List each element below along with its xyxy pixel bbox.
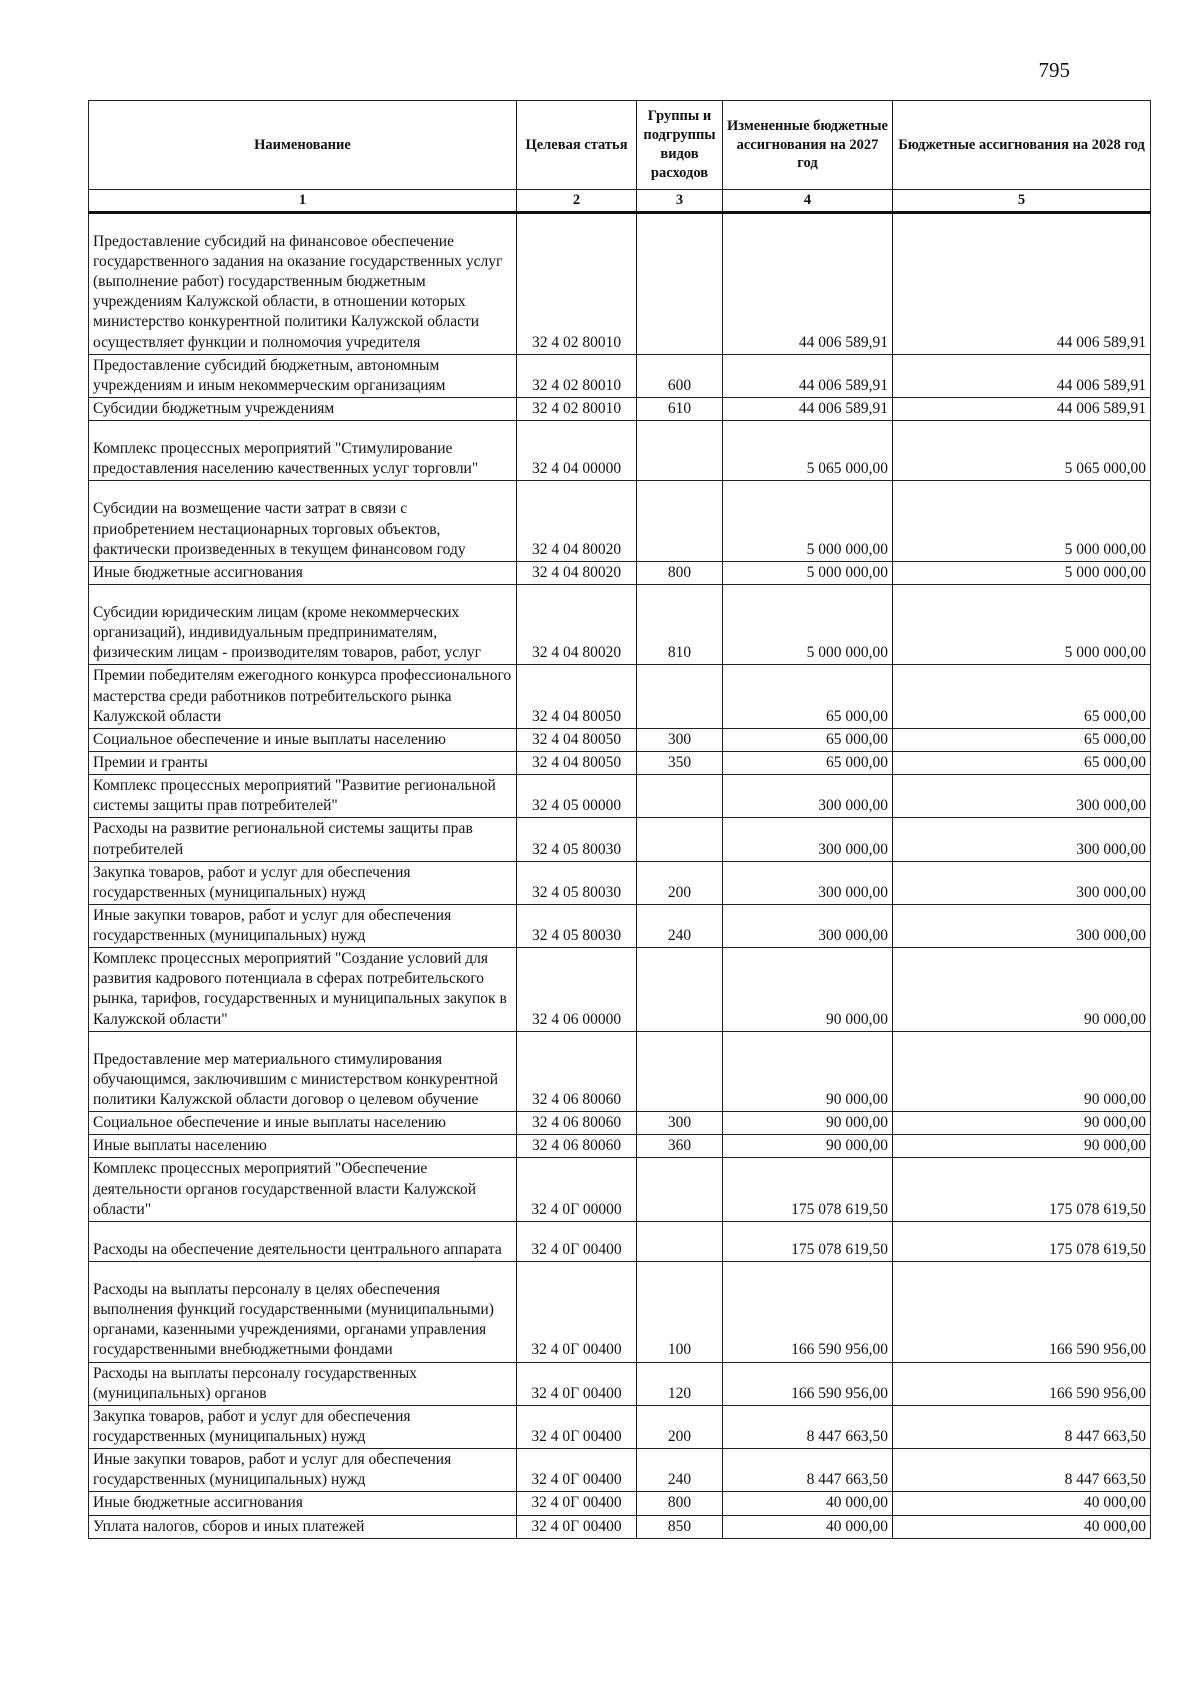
row-expense-group xyxy=(637,212,723,354)
row-target-article: 32 4 0Г 00400 xyxy=(517,1262,637,1363)
row-name: Закупка товаров, работ и услуг для обеспечения государственных (муниципальных) нужд xyxy=(89,1405,517,1448)
row-expense-group: 350 xyxy=(637,751,723,774)
row-amount-2027: 90 000,00 xyxy=(723,1135,893,1158)
row-amount-2028: 8 447 663,50 xyxy=(893,1405,1151,1448)
table-row xyxy=(89,561,1151,584)
budget-table xyxy=(88,100,1151,1539)
row-expense-group: 200 xyxy=(637,1405,723,1448)
table-row xyxy=(89,1515,1151,1538)
row-amount-2027: 90 000,00 xyxy=(723,1031,893,1111)
row-amount-2027: 175 078 619,50 xyxy=(723,1158,893,1221)
page-number: 795 xyxy=(1038,58,1070,82)
row-amount-2027: 44 006 589,91 xyxy=(723,397,893,420)
row-amount-2027: 175 078 619,50 xyxy=(723,1221,893,1261)
table-row xyxy=(89,481,1151,561)
row-amount-2027: 44 006 589,91 xyxy=(723,354,893,397)
row-expense-group xyxy=(637,481,723,561)
row-name: Иные закупки товаров, работ и услуг для обеспечения государственных (муниципальных) нужд xyxy=(89,904,517,947)
row-expense-group: 100 xyxy=(637,1262,723,1363)
row-expense-group: 240 xyxy=(637,904,723,947)
table-row xyxy=(89,728,1151,751)
row-amount-2027: 8 447 663,50 xyxy=(723,1449,893,1492)
row-name: Предоставление субсидий на финансовое обеспечение государственного задания на оказание государственных услуг (выполнение работ) государственным бюджетным учреждениям Калужской области, в отношении которых министерство конкурентной политики Калужской области осуществляет функции и полномочия учредителя xyxy=(89,212,517,354)
row-target-article: 32 4 04 80020 xyxy=(517,561,637,584)
row-amount-2028: 166 590 956,00 xyxy=(893,1262,1151,1363)
row-target-article: 32 4 06 80060 xyxy=(517,1031,637,1111)
row-amount-2028: 90 000,00 xyxy=(893,948,1151,1032)
table-row xyxy=(89,1158,1151,1221)
row-name: Премии победителям ежегодного конкурса профессионального мастерства среди работников потребительского рынка Калужской области xyxy=(89,665,517,728)
row-target-article: 32 4 05 00000 xyxy=(517,775,637,818)
row-amount-2028: 44 006 589,91 xyxy=(893,397,1151,420)
row-name: Комплекс процессных мероприятий "Создание условий для развития кадрового потенциала в сферах потребительского рынка, тарифов, государственных и муниципальных закупок в Калужской области" xyxy=(89,948,517,1032)
column-number: 5 xyxy=(893,190,1151,213)
row-name: Социальное обеспечение и иные выплаты населению xyxy=(89,728,517,751)
row-amount-2028: 5 000 000,00 xyxy=(893,584,1151,664)
row-target-article: 32 4 05 80030 xyxy=(517,861,637,904)
row-name: Иные закупки товаров, работ и услуг для обеспечения государственных (муниципальных) нужд xyxy=(89,1449,517,1492)
row-amount-2028: 175 078 619,50 xyxy=(893,1158,1151,1221)
column-number: 3 xyxy=(637,190,723,213)
row-target-article: 32 4 06 00000 xyxy=(517,948,637,1032)
row-target-article: 32 4 0Г 00400 xyxy=(517,1405,637,1448)
table-row xyxy=(89,775,1151,818)
column-number: 2 xyxy=(517,190,637,213)
row-target-article: 32 4 0Г 00400 xyxy=(517,1449,637,1492)
row-amount-2028: 5 000 000,00 xyxy=(893,561,1151,584)
row-target-article: 32 4 02 80010 xyxy=(517,397,637,420)
table-row xyxy=(89,818,1151,861)
row-expense-group: 850 xyxy=(637,1515,723,1538)
row-amount-2027: 8 447 663,50 xyxy=(723,1405,893,1448)
row-name: Расходы на обеспечение деятельности центрального аппарата xyxy=(89,1221,517,1261)
row-name: Субсидии бюджетным учреждениям xyxy=(89,397,517,420)
table-row xyxy=(89,861,1151,904)
row-name: Предоставление мер материального стимулирования обучающимся, заключившим с министерством конкурентной политики Калужской области договор о целевом обучение xyxy=(89,1031,517,1111)
row-amount-2028: 65 000,00 xyxy=(893,751,1151,774)
table-row xyxy=(89,1221,1151,1261)
row-target-article: 32 4 0Г 00400 xyxy=(517,1362,637,1405)
row-expense-group: 800 xyxy=(637,561,723,584)
row-amount-2028: 44 006 589,91 xyxy=(893,212,1151,354)
row-target-article: 32 4 05 80030 xyxy=(517,818,637,861)
row-expense-group xyxy=(637,1031,723,1111)
row-expense-group: 300 xyxy=(637,728,723,751)
table-row xyxy=(89,1112,1151,1135)
row-amount-2028: 65 000,00 xyxy=(893,665,1151,728)
row-amount-2028: 40 000,00 xyxy=(893,1515,1151,1538)
row-target-article: 32 4 0Г 00400 xyxy=(517,1221,637,1261)
header-changed-allocations-2027: Измененные бюджетные ассигнования на 2027 год xyxy=(723,101,893,190)
row-amount-2028: 300 000,00 xyxy=(893,775,1151,818)
row-expense-group: 240 xyxy=(637,1449,723,1492)
table-row xyxy=(89,1031,1151,1111)
row-amount-2028: 44 006 589,91 xyxy=(893,354,1151,397)
row-target-article: 32 4 04 80050 xyxy=(517,728,637,751)
row-expense-group: 120 xyxy=(637,1362,723,1405)
table-row xyxy=(89,212,1151,354)
row-name: Премии и гранты xyxy=(89,751,517,774)
row-amount-2028: 90 000,00 xyxy=(893,1135,1151,1158)
row-expense-group xyxy=(637,665,723,728)
row-name: Уплата налогов, сборов и иных платежей xyxy=(89,1515,517,1538)
header-budget-allocations-2028: Бюджетные ассигнования на 2028 год xyxy=(893,101,1151,190)
row-expense-group: 600 xyxy=(637,354,723,397)
row-expense-group xyxy=(637,948,723,1032)
row-amount-2027: 5 000 000,00 xyxy=(723,561,893,584)
row-target-article: 32 4 04 80020 xyxy=(517,584,637,664)
row-amount-2027: 5 000 000,00 xyxy=(723,481,893,561)
row-name: Комплекс процессных мероприятий "Развитие региональной системы защиты прав потребителей" xyxy=(89,775,517,818)
row-target-article: 32 4 05 80030 xyxy=(517,904,637,947)
row-name: Закупка товаров, работ и услуг для обеспечения государственных (муниципальных) нужд xyxy=(89,861,517,904)
row-amount-2028: 90 000,00 xyxy=(893,1112,1151,1135)
row-amount-2027: 300 000,00 xyxy=(723,818,893,861)
column-number: 1 xyxy=(89,190,517,213)
row-amount-2028: 166 590 956,00 xyxy=(893,1362,1151,1405)
row-amount-2027: 65 000,00 xyxy=(723,751,893,774)
column-number: 4 xyxy=(723,190,893,213)
row-target-article: 32 4 02 80010 xyxy=(517,354,637,397)
table-row xyxy=(89,1362,1151,1405)
row-amount-2027: 5 000 000,00 xyxy=(723,584,893,664)
table-row xyxy=(89,1449,1151,1492)
row-name: Иные выплаты населению xyxy=(89,1135,517,1158)
table-row xyxy=(89,665,1151,728)
row-amount-2028: 5 000 000,00 xyxy=(893,481,1151,561)
row-target-article: 32 4 0Г 00400 xyxy=(517,1492,637,1515)
row-name: Комплекс процессных мероприятий "Обеспечение деятельности органов государственной власти Калужской области" xyxy=(89,1158,517,1221)
row-amount-2027: 300 000,00 xyxy=(723,775,893,818)
row-expense-group: 610 xyxy=(637,397,723,420)
header-expense-groups: Группы и подгруппы видов расходов xyxy=(637,101,723,190)
row-target-article: 32 4 04 00000 xyxy=(517,421,637,481)
row-amount-2027: 65 000,00 xyxy=(723,665,893,728)
table-row xyxy=(89,948,1151,1032)
header-name: Наименование xyxy=(89,101,517,190)
row-amount-2028: 90 000,00 xyxy=(893,1031,1151,1111)
row-expense-group: 810 xyxy=(637,584,723,664)
row-name: Расходы на развитие региональной системы защиты прав потребителей xyxy=(89,818,517,861)
row-amount-2028: 175 078 619,50 xyxy=(893,1221,1151,1261)
row-name: Иные бюджетные ассигнования xyxy=(89,1492,517,1515)
table-row xyxy=(89,584,1151,664)
row-expense-group xyxy=(637,1221,723,1261)
row-target-article: 32 4 04 80050 xyxy=(517,665,637,728)
row-amount-2028: 300 000,00 xyxy=(893,904,1151,947)
row-amount-2028: 300 000,00 xyxy=(893,818,1151,861)
row-amount-2027: 166 590 956,00 xyxy=(723,1262,893,1363)
row-amount-2027: 166 590 956,00 xyxy=(723,1362,893,1405)
row-amount-2027: 90 000,00 xyxy=(723,1112,893,1135)
row-expense-group: 200 xyxy=(637,861,723,904)
row-target-article: 32 4 06 80060 xyxy=(517,1112,637,1135)
row-name: Субсидии на возмещение части затрат в связи с приобретением нестационарных торговых объектов, фактически произведенных в текущем финансовом году xyxy=(89,481,517,561)
row-amount-2028: 65 000,00 xyxy=(893,728,1151,751)
row-target-article: 32 4 04 80020 xyxy=(517,481,637,561)
row-amount-2027: 40 000,00 xyxy=(723,1492,893,1515)
row-amount-2027: 5 065 000,00 xyxy=(723,421,893,481)
row-expense-group xyxy=(637,421,723,481)
row-target-article: 32 4 0Г 00400 xyxy=(517,1515,637,1538)
row-amount-2027: 300 000,00 xyxy=(723,861,893,904)
table-row xyxy=(89,397,1151,420)
table-row xyxy=(89,1135,1151,1158)
row-amount-2028: 8 447 663,50 xyxy=(893,1449,1151,1492)
row-name: Комплекс процессных мероприятий "Стимулирование предоставления населению качественных услуг торговли" xyxy=(89,421,517,481)
table-row xyxy=(89,1405,1151,1448)
table-row xyxy=(89,354,1151,397)
row-amount-2027: 44 006 589,91 xyxy=(723,212,893,354)
row-amount-2027: 300 000,00 xyxy=(723,904,893,947)
table-row xyxy=(89,1492,1151,1515)
table-row xyxy=(89,1262,1151,1363)
row-amount-2028: 300 000,00 xyxy=(893,861,1151,904)
row-name: Социальное обеспечение и иные выплаты населению xyxy=(89,1112,517,1135)
row-expense-group: 360 xyxy=(637,1135,723,1158)
row-amount-2027: 90 000,00 xyxy=(723,948,893,1032)
row-expense-group xyxy=(637,818,723,861)
row-expense-group xyxy=(637,1158,723,1221)
row-name: Предоставление субсидий бюджетным, автономным учреждениям и иным некоммерческим организациям xyxy=(89,354,517,397)
header-target-article: Целевая статья xyxy=(517,101,637,190)
row-expense-group: 800 xyxy=(637,1492,723,1515)
row-target-article: 32 4 02 80010 xyxy=(517,212,637,354)
table-row xyxy=(89,904,1151,947)
row-name: Расходы на выплаты персоналу государственных (муниципальных) органов xyxy=(89,1362,517,1405)
row-name: Субсидии юридическим лицам (кроме некоммерческих организаций), индивидуальным предпринимателям, физическим лицам - производителям товаров, работ, услуг xyxy=(89,584,517,664)
row-target-article: 32 4 04 80050 xyxy=(517,751,637,774)
row-name: Расходы на выплаты персоналу в целях обеспечения выполнения функций государственными (муниципальными) органами, казенными учреждениями, органами управления государственными внебюджетными фондами xyxy=(89,1262,517,1363)
row-target-article: 32 4 0Г 00000 xyxy=(517,1158,637,1221)
row-amount-2028: 5 065 000,00 xyxy=(893,421,1151,481)
row-name: Иные бюджетные ассигнования xyxy=(89,561,517,584)
row-amount-2028: 40 000,00 xyxy=(893,1492,1151,1515)
row-amount-2027: 40 000,00 xyxy=(723,1515,893,1538)
row-expense-group: 300 xyxy=(637,1112,723,1135)
table-row xyxy=(89,421,1151,481)
row-amount-2027: 65 000,00 xyxy=(723,728,893,751)
row-expense-group xyxy=(637,775,723,818)
row-target-article: 32 4 06 80060 xyxy=(517,1135,637,1158)
table-row xyxy=(89,751,1151,774)
